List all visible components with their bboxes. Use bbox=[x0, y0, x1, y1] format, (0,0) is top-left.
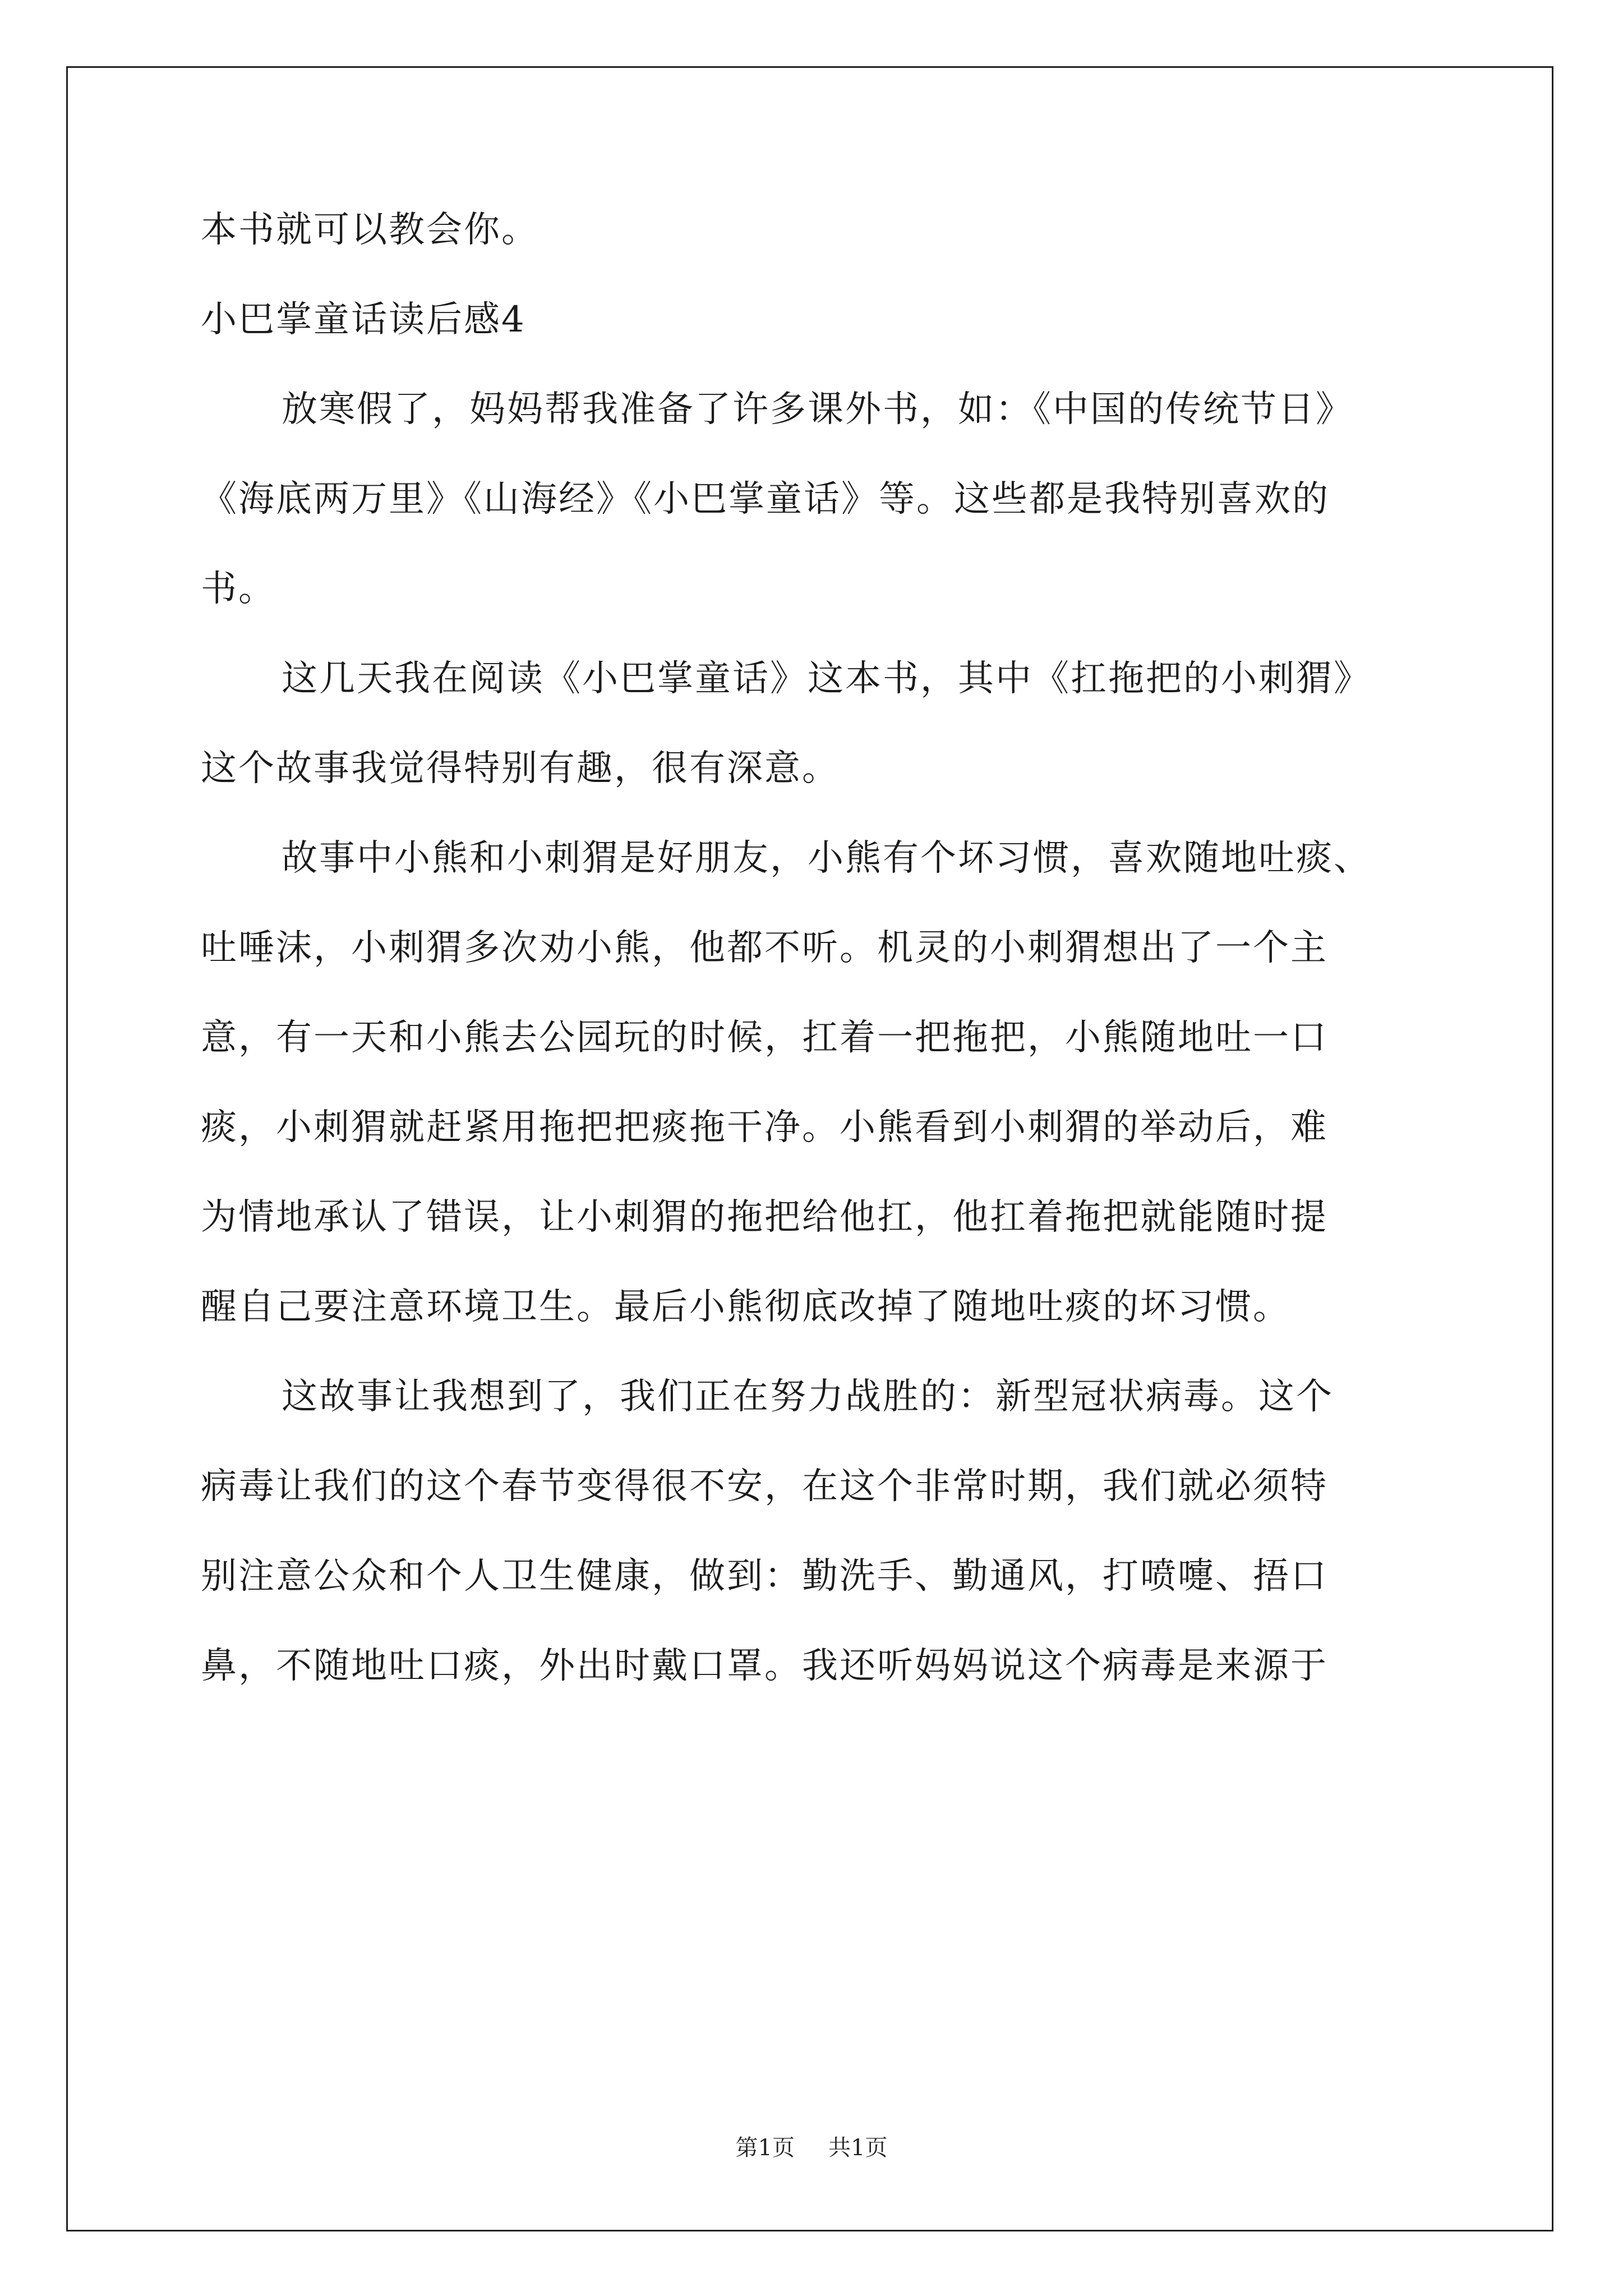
text-line-5: 书。 bbox=[201, 568, 276, 610]
text-line-3: 放寒假了，妈妈帮我准备了许多课外书，如：《中国的传统节日》 bbox=[282, 389, 1353, 430]
text-line-14: 这故事让我想到了，我们正在努力战胜的：新型冠状病毒。这个 bbox=[282, 1376, 1334, 1418]
section-title: 小巴掌童话读后感4 bbox=[201, 299, 526, 341]
document-body bbox=[201, 208, 1457, 1733]
text-line-16: 别注意公众和个人卫生健康，做到：勤洗手、勤通风，打喷嚏、捂口 bbox=[201, 1556, 1328, 1597]
page-number-total: 共1页 bbox=[828, 2135, 888, 2161]
text-line-13: 醒自己要注意环境卫生。最后小熊彻底改掉了随地吐痰的坏习惯。 bbox=[201, 1286, 1290, 1328]
text-line-17: 鼻，不随地吐口痰，外出时戴口罩。我还听妈妈说这个病毒是来源于 bbox=[201, 1645, 1328, 1687]
text-line-4: 《海底两万里》《山海经》《小巴掌童话》等。这些都是我特别喜欢的 bbox=[201, 478, 1330, 520]
text-line-6: 这几天我在阅读《小巴掌童话》这本书，其中《扛拖把的小刺猬》 bbox=[282, 658, 1371, 700]
text-line-11: 痰，小刺猬就赶紧用拖把把痰拖干净。小熊看到小刺猬的举动后，难 bbox=[201, 1107, 1328, 1148]
page-footer bbox=[0, 2134, 1623, 2162]
text-line-8: 故事中小熊和小刺猬是好朋友，小熊有个坏习惯，喜欢随地吐痰、 bbox=[282, 838, 1371, 879]
text-line-9: 吐唾沫，小刺猬多次劝小熊，他都不听。机灵的小刺猬想出了一个主 bbox=[201, 927, 1328, 969]
text-line-7: 这个故事我觉得特别有趣，很有深意。 bbox=[201, 748, 840, 789]
text-line-12: 为情地承认了错误，让小刺猬的拖把给他扛，他扛着拖把就能随时提 bbox=[201, 1197, 1328, 1238]
text-line-1: 本书就可以教会你。 bbox=[201, 209, 539, 251]
text-line-15: 病毒让我们的这个春节变得很不安，在这个非常时期，我们就必须特 bbox=[201, 1466, 1328, 1507]
text-line-10: 意，有一天和小熊去公园玩的时候，扛着一把拖把，小熊随地吐一口 bbox=[201, 1017, 1328, 1059]
page-number-current: 第1页 bbox=[735, 2135, 795, 2161]
